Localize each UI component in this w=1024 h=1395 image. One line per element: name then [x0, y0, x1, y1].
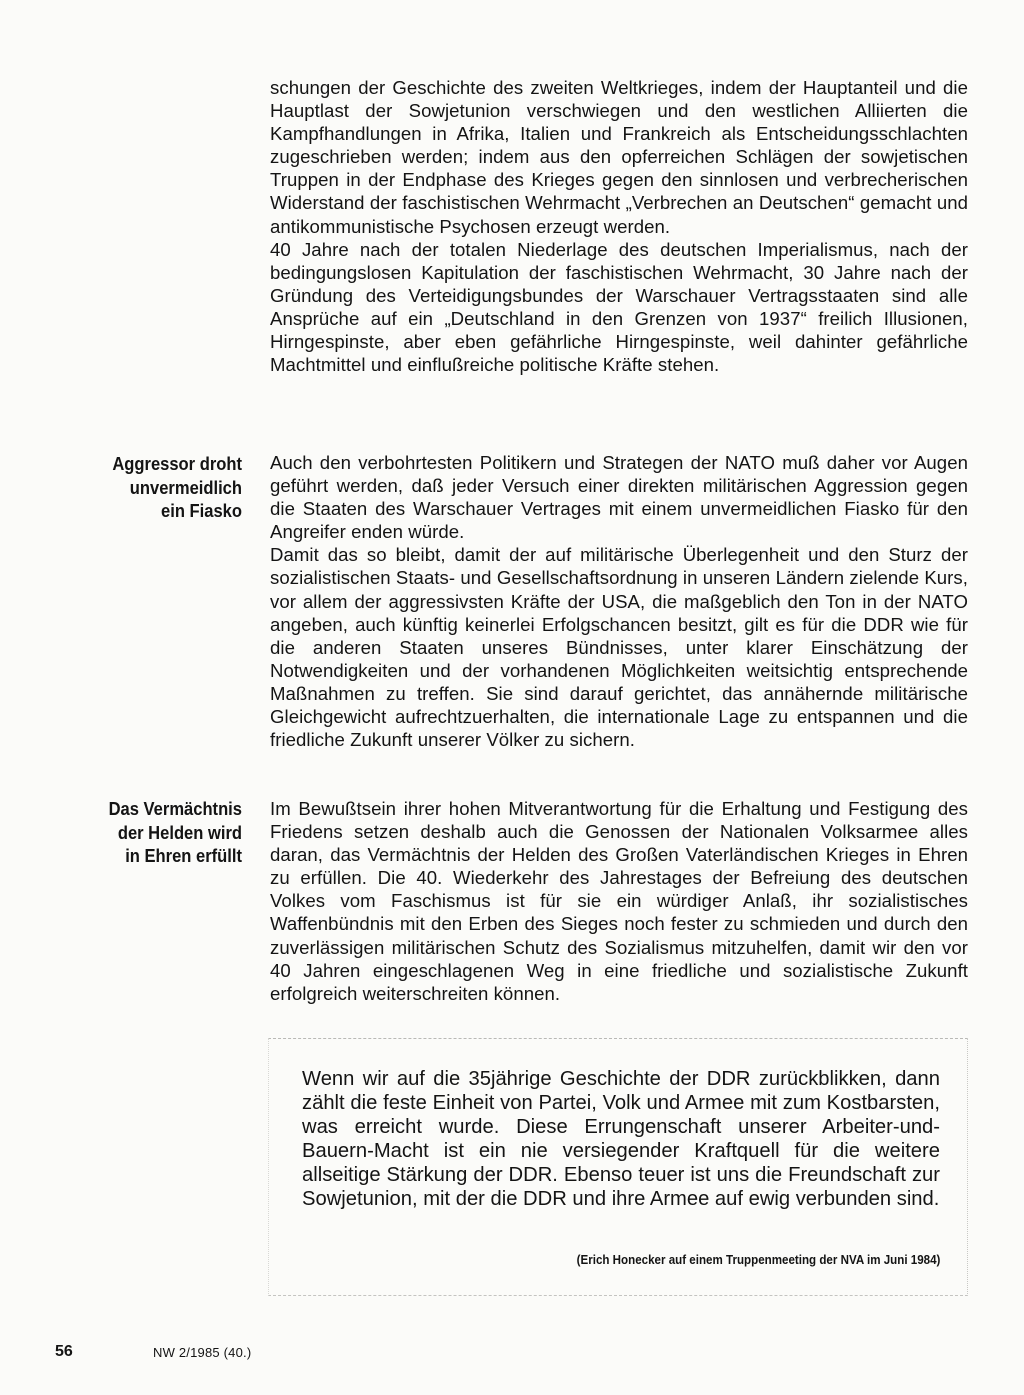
side-heading-line: Aggressor droht — [112, 453, 242, 474]
body-paragraph: Auch den verbohrtesten Politikern und Strategen der NATO muß daher vor Augen geführt werden, daß jeder Versuch einer direkten militärischen Aggression gegen die Staaten des Warschauer Vertrages mit einem unvermeidlichen Fiasko für den Angreifer enden würde. — [270, 452, 968, 543]
side-heading-aggressor — [71, 452, 242, 523]
body-paragraph: 40 Jahre nach der totalen Niederlage des deutschen Imperialismus, nach der bedingungslosen Kapitulation der faschistischen Wehrmacht, 30 Jahre nach der Gründung des Verteidigungsbundes der Warschauer Vertragsstaaten sind alle Ansprüche auf ein „Deutschland in den Grenzen von 1937“ freilich Illusionen, Hirngespinste, aber eben gefährliche Hirngespinste, weil dahinter gefährliche Machtmittel und einflußreiche politische Kräfte stehen. — [270, 238, 968, 376]
quote-text: Wenn wir auf die 35jährige Geschichte der DDR zurückblikken, dann zählt die feste Einheit von Partei, Volk und Armee mit zum Kostbarsten, was erreicht wurde. Diese Errungenschaft unserer Arbeiter-und-Bauern-Macht ist ein nie versiegender Kraftquell für die weitere allseitige Stärkung der DDR. Ebenso teuer ist uns die Freundschaft zur Sowjetunion, mit der die DDR und ihre Armee auf ewig verbunden sind. — [302, 1068, 940, 1210]
body-text-block-1 — [270, 76, 968, 376]
body-paragraph: Damit das so bleibt, damit der auf militärische Überlegenheit und den Sturz der sozialistischen Staats- und Gesellschaftsordnung in unseren Ländern zielende Kurs, vor allem der aggressivsten Kräfte der USA, die maßgeblich den Ton in der NATO angeben, auch künftig keinerlei Erfolgschancen besitzt, gilt es für die DDR wie für die anderen Staaten unseres Bündnisses, unter klarer Einschätzung der Notwendigkeiten und der vorhandenen Möglichkeiten weitsichtig entsprechende Maßnahmen zu treffen. Sie sind darauf gerichtet, das annähernde militärische Gleichgewicht aufrechtzuerhalten, die internationale Lage zu entspannen und die friedliche Zukunft unserer Völker zu sichern. — [270, 544, 968, 751]
side-heading-line: Das Vermächtnis — [108, 798, 242, 819]
side-heading-line: unvermeidlich — [129, 476, 242, 498]
side-heading-vermaechtnis — [71, 797, 242, 868]
issue-label: NW 2/1985 (40.) — [153, 1345, 252, 1360]
quote-source: (Erich Honecker auf einem Truppenmeeting der NVA im Juni 1984) — [576, 1253, 940, 1267]
side-heading-line: ein Fiasko — [161, 500, 242, 521]
body-paragraph: Im Bewußtsein ihrer hohen Mitverantwortung für die Erhaltung und Festigung des Friedens setzen deshalb auch die Genossen der Nationalen Volksarmee alles daran, das Vermächtnis der Helden des Großen Vaterländischen Krieges in Ehren zu erfüllen. Die 40. Wiederkehr des Jahrestages der Befreiung des deutschen Volkes vom Faschismus ist für sie ein würdiger Anlaß, ihr sozialistisches Waffenbündnis mit den Erben des Sieges noch fester zu schmieden und durch den zuverlässigen militärischen Schutz des Sozialismus mitzuhelfen, damit wir den vor 40 Jahren eingeschlagenen Weg in eine friedliche und sozialistische Zukunft erfolgreich weiterschreiten können. — [270, 798, 968, 1004]
side-heading-line: in Ehren erfüllt — [125, 845, 242, 866]
body-text-block-2 — [270, 451, 968, 751]
body-text-block-3 — [270, 797, 968, 1005]
page-number: 56 — [55, 1343, 73, 1360]
side-heading-line: der Helden wird — [117, 821, 242, 843]
body-paragraph: schungen der Geschichte des zweiten Weltkrieges, indem der Hauptanteil und die Hauptlast der Sowjetunion verschwiegen und den westlichen Alliierten die Kampfhandlungen in Afrika, Italien und Frankreich als Entscheidungsschlachten zugeschrieben werden; indem aus den opferreichen Schlägen der sowjetischen Truppen in der Endphase des Krieges gegen den sinnlosen und verbrecherischen Widerstand der faschistischen Wehrmacht „Verbrechen an Deutschen“ gemacht und antikommunistische Psychosen erzeugt werden. — [270, 77, 968, 237]
